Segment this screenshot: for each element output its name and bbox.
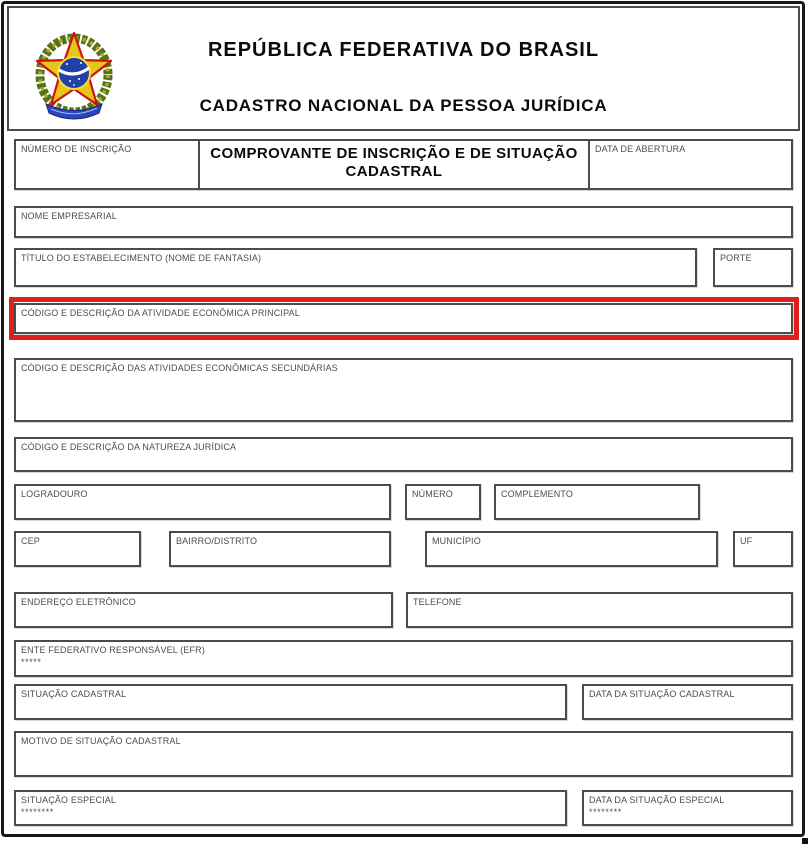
field-label: MOTIVO DE SITUAÇÃO CADASTRAL [21,736,181,746]
screenshot-corner-artifact [802,838,808,844]
field-value: ******** [21,807,54,817]
page-title: REPÚBLICA FEDERATIVA DO BRASIL [207,39,600,61]
field-value: ***** [21,657,42,667]
field-label: SITUAÇÃO ESPECIAL [21,795,117,805]
field-label: CÓDIGO E DESCRIÇÃO DA NATUREZA JURÍDICA [21,442,237,452]
field-label: BAIRRO/DISTRITO [176,536,258,546]
field-numero [405,484,481,520]
field-label: CEP [21,536,40,546]
field-uf [733,531,793,567]
field-label: TELEFONE [413,597,462,607]
field-motivo-situacao-cadastral [14,731,793,777]
field-label: DATA DE ABERTURA [595,144,686,154]
field-label: NÚMERO DE INSCRIÇÃO [21,144,132,154]
field-porte [713,248,793,287]
field-label: NÚMERO [412,489,453,499]
field-data-situacao-cadastral [582,684,793,720]
field-label: CÓDIGO E DESCRIÇÃO DA ATIVIDADE ECONÔMICA PRINCIPAL [21,308,300,318]
field-endereco-eletronico [14,592,393,628]
field-label: MUNICÍPIO [432,536,481,546]
field-label: NOME EMPRESARIAL [21,211,117,221]
field-natureza-juridica [14,437,793,472]
field-situacao-cadastral [14,684,567,720]
field-cep [14,531,141,567]
field-situacao-especial [14,790,567,826]
field-data-abertura [588,139,793,190]
field-label: PORTE [720,253,752,263]
field-label: TÍTULO DO ESTABELECIMENTO (NOME DE FANTASIA) [21,253,262,263]
page-subtitle: CADASTRO NACIONAL DA PESSOA JURÍDICA [199,96,608,115]
field-label: LOGRADOURO [21,489,88,499]
field-titulo-estabelecimento [14,248,697,287]
field-logradouro [14,484,391,520]
field-label: ENDEREÇO ELETRÔNICO [21,597,136,607]
field-telefone [406,592,793,628]
field-label: CÓDIGO E DESCRIÇÃO DAS ATIVIDADES ECONÔMICAS SECUNDÁRIAS [21,363,338,373]
field-nome-empresarial [14,206,793,238]
field-label: SITUAÇÃO CADASTRAL [21,689,127,699]
field-label: DATA DA SITUAÇÃO ESPECIAL [589,795,725,805]
field-value: ******** [589,807,622,817]
field-complemento [494,484,700,520]
field-numero-inscricao [14,139,200,190]
field-atividade-principal [14,303,793,334]
field-efr [14,640,793,677]
field-label: COMPLEMENTO [501,489,573,499]
field-atividades-secundarias [14,358,793,422]
field-data-situacao-especial [582,790,793,826]
field-municipio [425,531,718,567]
comprovante-title: COMPROVANTE DE INSCRIÇÃO E DE SITUAÇÃO CADASTRAL [210,145,578,180]
header-section [7,6,800,131]
field-bairro-distrito [169,531,391,567]
comprovante-title-cell [198,139,590,190]
field-label: UF [740,536,753,546]
field-label: ENTE FEDERATIVO RESPONSÁVEL (EFR) [21,645,205,655]
field-label: DATA DA SITUAÇÃO CADASTRAL [589,689,735,699]
